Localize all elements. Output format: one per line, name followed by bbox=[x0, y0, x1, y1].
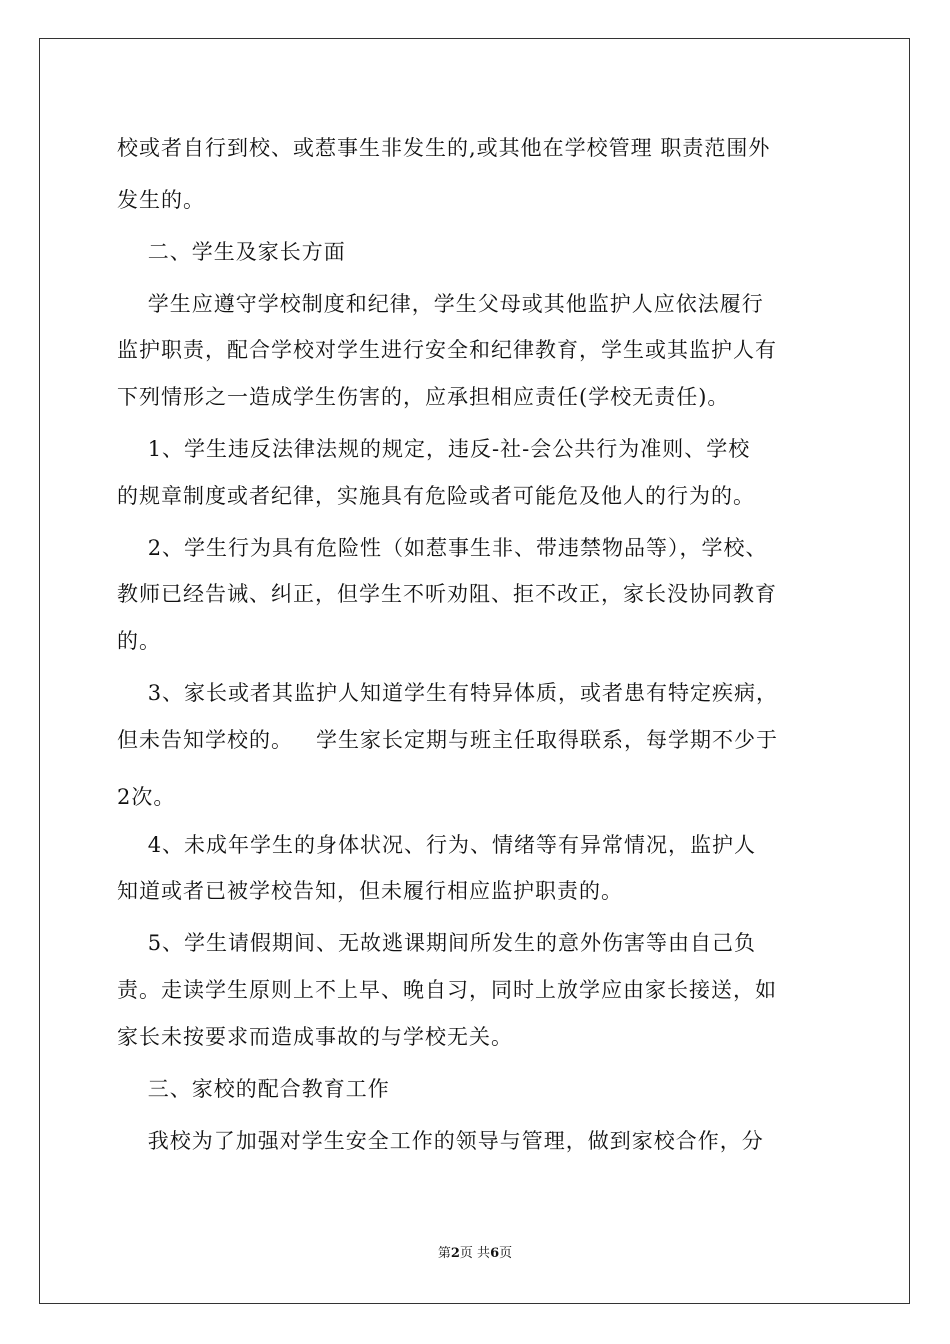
text-line: 知道或者已被学校告知，但未履行相应监护职责的。 bbox=[117, 879, 623, 903]
text-line: 3、家长或者其监护人知道学生有特异体质，或者患有特定疾病， bbox=[117, 681, 779, 705]
text-line: 但未告知学校的。 学生家长定期与班主任取得联系，每学期不少于 bbox=[117, 728, 779, 752]
text-line: 的规章制度或者纪律，实施具有危险或者可能危及他人的行为的。 bbox=[117, 484, 755, 508]
text-line: 教师已经告诫、纠正，但学生不听劝阻、拒不改正，家长没协同教育 bbox=[117, 582, 777, 606]
page-current: 2 bbox=[450, 1246, 460, 1261]
text-line: 发生的。 bbox=[117, 188, 205, 212]
text-line: 2次。 bbox=[117, 785, 176, 809]
page-total: 6 bbox=[490, 1246, 500, 1261]
text-line: 监护职责，配合学校对学生进行安全和纪律教育，学生或其监护人有 bbox=[117, 338, 777, 362]
page-footer bbox=[0, 1244, 950, 1264]
text-line: 4、未成年学生的身体状况、行为、情绪等有异常情况，监护人 bbox=[117, 833, 757, 857]
page-prefix: 第 bbox=[437, 1246, 451, 1261]
page-border bbox=[39, 38, 910, 1304]
section-heading: 三、家校的配合教育工作 bbox=[117, 1077, 390, 1101]
text-line: 5、学生请假期间、无故逃课期间所发生的意外伤害等由自己负 bbox=[117, 931, 757, 955]
text-line: 下列情形之一造成学生伤害的，应承担相应责任(学校无责任)。 bbox=[117, 385, 730, 409]
text-line: 责。走读学生原则上不上早、晚自习，同时上放学应由家长接送，如 bbox=[117, 978, 777, 1002]
text-line: 的。 bbox=[117, 629, 161, 653]
page-suffix: 页 bbox=[499, 1246, 513, 1261]
section-heading: 二、学生及家长方面 bbox=[117, 240, 346, 264]
text-line: 学生应遵守学校制度和纪律，学生父母或其他监护人应依法履行 bbox=[117, 292, 764, 316]
text-line: 我校为了加强对学生安全工作的领导与管理，做到家校合作，分 bbox=[117, 1129, 764, 1153]
text-line: 2、学生行为具有危险性（如惹事生非、带违禁物品等），学校、 bbox=[117, 536, 768, 560]
text-line: 校或者自行到校、或惹事生非发生的,或其他在学校管理 职责范围外 bbox=[117, 136, 771, 160]
page-mid: 页 共 bbox=[459, 1246, 491, 1261]
text-line: 1、学生违反法律法规的规定，违反-社-会公共行为准则、学校 bbox=[117, 437, 751, 461]
text-line: 家长未按要求而造成事故的与学校无关。 bbox=[117, 1025, 513, 1049]
